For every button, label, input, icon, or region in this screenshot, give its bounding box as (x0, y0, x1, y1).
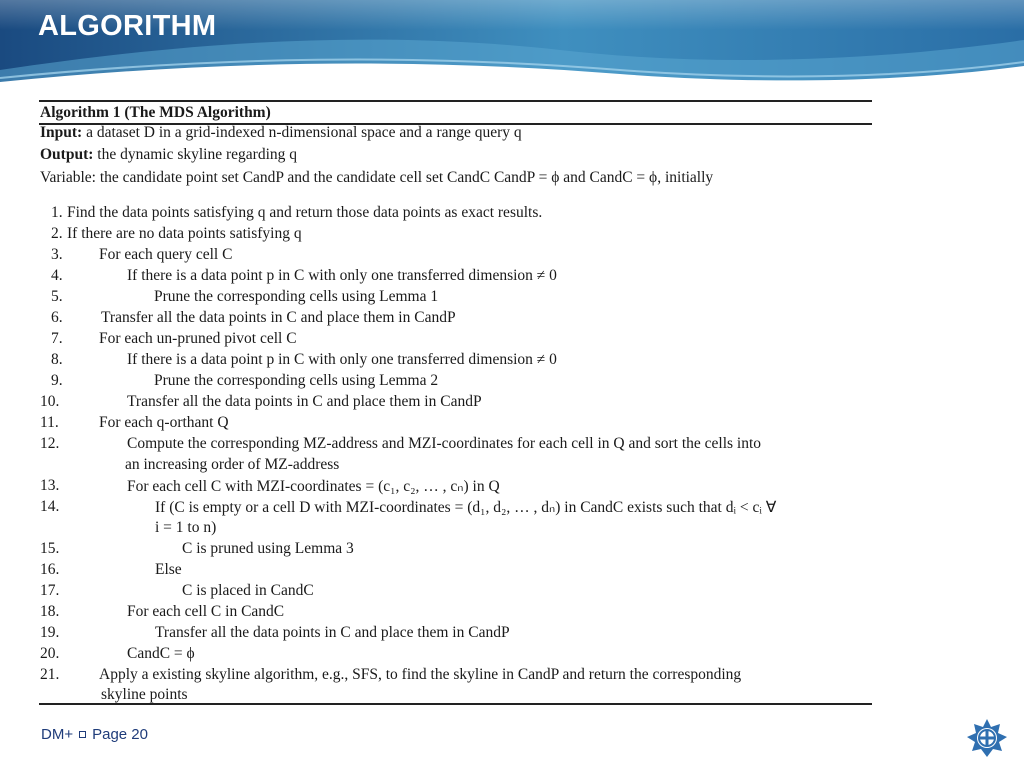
step-number: 15. (40, 540, 60, 557)
step-text: If there is a data point p in C with only one transferred dimension ≠ 0 (127, 351, 557, 368)
step-number: 6. (51, 309, 63, 326)
variable-line: Variable: the candidate point set CandP and the candidate cell set CandC CandP = ϕ and CandC = ϕ, initially (40, 169, 714, 186)
step-text: Transfer all the data points in C and place them in CandP (155, 624, 510, 641)
algorithm-header: Algorithm 1 (The MDS Algorithm) (40, 104, 271, 121)
step-number: 7. (51, 330, 63, 347)
step-number: 10. (40, 393, 60, 410)
step-number: 8. (51, 351, 63, 368)
step-number: 11. (40, 414, 59, 431)
input-text: a dataset D in a grid-indexed n-dimensional space and a range query q (86, 124, 522, 141)
step-number: 18. (40, 603, 60, 620)
step-number: 2. (51, 225, 63, 242)
step-number: 1. (51, 204, 63, 221)
step-number: 3. (51, 246, 63, 263)
page-number: Page 20 (92, 726, 148, 743)
step-number: 19. (40, 624, 60, 641)
input-line (40, 124, 522, 142)
step-text: Transfer all the data points in C and place them in CandP (101, 309, 456, 326)
output-text: the dynamic skyline regarding q (97, 146, 298, 163)
slide-title: ALGORITHM (38, 10, 217, 42)
step-text: skyline points (101, 686, 188, 703)
step-text: For each query cell C (99, 246, 233, 263)
algorithm-figure (34, 92, 885, 706)
step-number: 12. (40, 435, 60, 452)
output-label: Output: (40, 146, 94, 163)
university-emblem-icon (966, 718, 1008, 760)
step-text: C is placed in CandC (182, 582, 314, 599)
step-text: i = 1 to n) (155, 519, 217, 536)
step-number: 20. (40, 645, 60, 662)
step-number: 4. (51, 267, 63, 284)
step-text: Compute the corresponding MZ-address and MZI-coordinates for each cell in Q and sort the cells into (127, 435, 762, 452)
separator-square-icon (79, 731, 86, 738)
step-number: 16. (40, 561, 60, 578)
step-text: Else (155, 561, 182, 578)
step-number: 9. (51, 372, 63, 389)
step-text: For each cell C with MZI-coordinates = (c₁, c₂, … , cₙ) in Q (127, 478, 500, 495)
step-text: Prune the corresponding cells using Lemma 1 (154, 288, 439, 305)
bottom-rule (39, 703, 872, 705)
step-number: 13. (40, 477, 60, 494)
step-text: For each cell C in CandC (127, 603, 285, 620)
step-text: If there is a data point p in C with only one transferred dimension ≠ 0 (127, 267, 557, 284)
input-label: Input: (40, 124, 83, 141)
step-text: C is pruned using Lemma 3 (182, 540, 354, 557)
step-text: Prune the corresponding cells using Lemma 2 (154, 372, 439, 389)
step-text: Transfer all the data points in C and place them in CandP (127, 393, 482, 410)
step-number: 17. (40, 582, 60, 599)
step-text: If there are no data points satisfying q (67, 225, 302, 242)
step-text: CandC = ϕ (127, 645, 195, 662)
step-text: For each q-orthant Q (99, 414, 229, 431)
step-number: 14. (40, 498, 60, 515)
step-text: For each un-pruned pivot cell C (99, 330, 297, 347)
footer (41, 726, 148, 743)
step-number: 5. (51, 288, 63, 305)
step-number: 21. (40, 666, 60, 683)
footer-left-text: DM+ (41, 726, 74, 743)
step-text: Apply a existing skyline algorithm, e.g., SFS, to find the skyline in CandP and return the corresponding (99, 666, 742, 683)
step-text: an increasing order of MZ-address (125, 456, 340, 473)
step-text: Find the data points satisfying q and return those data points as exact results. (67, 204, 543, 221)
top-rule (39, 100, 872, 102)
step-text: If (C is empty or a cell D with MZI-coordinates = (d₁, d₂, … , dₙ) in CandC exists such that dᵢ < cᵢ ∀ (155, 499, 777, 516)
output-line (40, 146, 297, 164)
